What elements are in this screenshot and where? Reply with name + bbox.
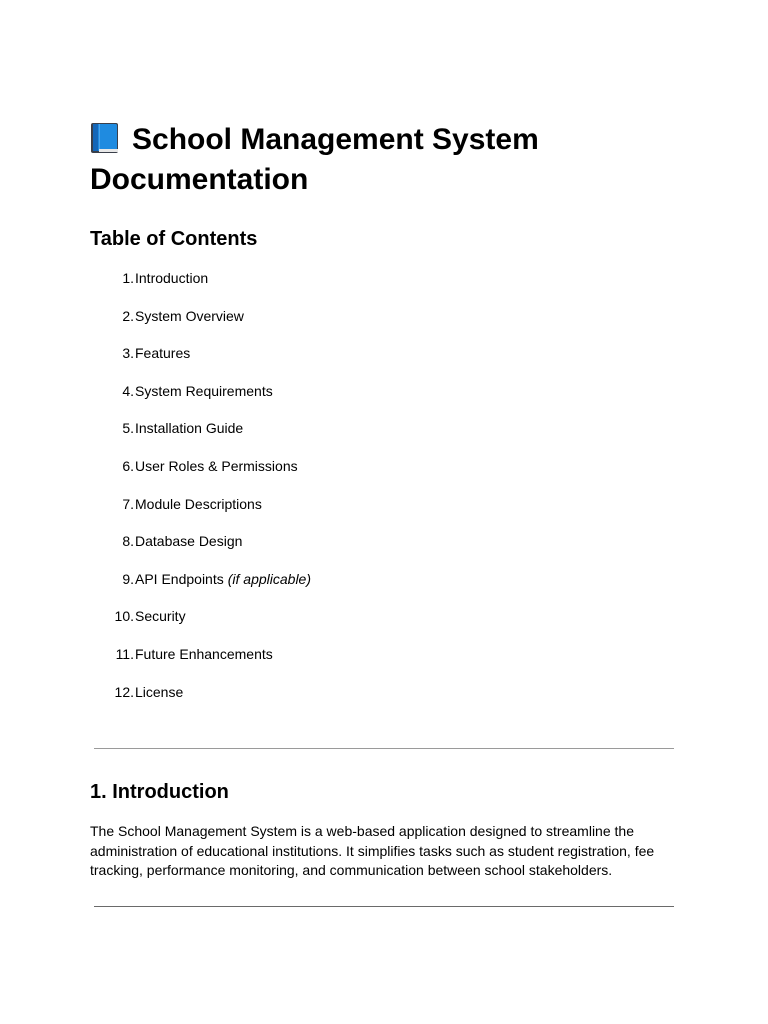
toc-item-label: Future Enhancements [135, 645, 273, 662]
toc-item[interactable] [90, 494, 311, 532]
toc-item[interactable] [90, 268, 311, 306]
toc-heading: Table of Contents [90, 228, 258, 250]
toc-item-number [90, 456, 135, 494]
toc-item[interactable] [90, 644, 311, 682]
toc-item-number-text: 2. [122, 307, 134, 324]
toc-item[interactable] [90, 343, 311, 381]
toc-item-number [90, 494, 135, 532]
toc-item-label: Database Design [135, 533, 243, 550]
toc-item-number [90, 606, 135, 644]
toc-item-number-text: 3. [122, 345, 134, 362]
toc-item[interactable] [90, 682, 311, 720]
toc-item-number-text: 6. [122, 457, 134, 474]
toc-item-number-text: 12. [114, 683, 134, 700]
toc-item[interactable] [90, 531, 311, 569]
toc-item-label: System Overview [135, 307, 244, 324]
toc-item-note: (if applicable) [227, 570, 311, 587]
toc-item-number-text: 9. [122, 570, 134, 587]
toc-item[interactable] [90, 418, 311, 456]
toc-item-label: API Endpoints [135, 570, 224, 587]
blue-book-icon [90, 122, 120, 154]
toc-item-number-text: 5. [122, 420, 134, 437]
toc-item-label: Module Descriptions [135, 495, 262, 512]
toc-item-number [90, 306, 135, 344]
toc-item-label: System Requirements [135, 382, 273, 399]
section-divider [94, 906, 674, 907]
toc-item-label: Installation Guide [135, 420, 244, 437]
toc-item[interactable] [90, 606, 311, 644]
toc-item-label: User Roles & Permissions [135, 457, 298, 474]
introduction-heading: 1. Introduction [90, 781, 229, 803]
toc-item-number [90, 381, 135, 419]
toc-item-number [90, 644, 135, 682]
toc-item-number [90, 343, 135, 381]
toc-item-number [90, 418, 135, 456]
table-of-contents [90, 268, 311, 719]
toc-item-number-text: 10. [114, 608, 134, 625]
toc-item[interactable] [90, 381, 311, 419]
toc-item-number-text: 1. [122, 270, 134, 286]
document-title-text: School Management System Documentation [90, 123, 539, 196]
toc-item-number [90, 531, 135, 569]
toc-item-label: Features [135, 345, 191, 362]
toc-item[interactable] [90, 569, 311, 607]
section-divider [94, 748, 674, 749]
toc-item[interactable] [90, 456, 311, 494]
toc-item-label: Introduction [135, 270, 209, 286]
toc-item-number-text: 4. [122, 382, 134, 399]
introduction-body: The School Management System is a web-based application designed to streamline the administration of educational institutions. It simplifies tasks such as student registration, fee tracking, performance monitoring, and communication between school stakeholders. [90, 823, 655, 878]
toc-item-label: License [135, 683, 184, 700]
toc-item-number [90, 682, 135, 720]
toc-item-number [90, 569, 135, 607]
document-title [90, 120, 670, 200]
toc-item-number-text: 11. [115, 645, 134, 662]
toc-item[interactable] [90, 306, 311, 344]
toc-item-label: Security [135, 608, 186, 625]
toc-item-number [90, 268, 135, 306]
toc-item-number-text: 8. [122, 533, 134, 550]
toc-item-number-text: 7. [122, 495, 134, 512]
